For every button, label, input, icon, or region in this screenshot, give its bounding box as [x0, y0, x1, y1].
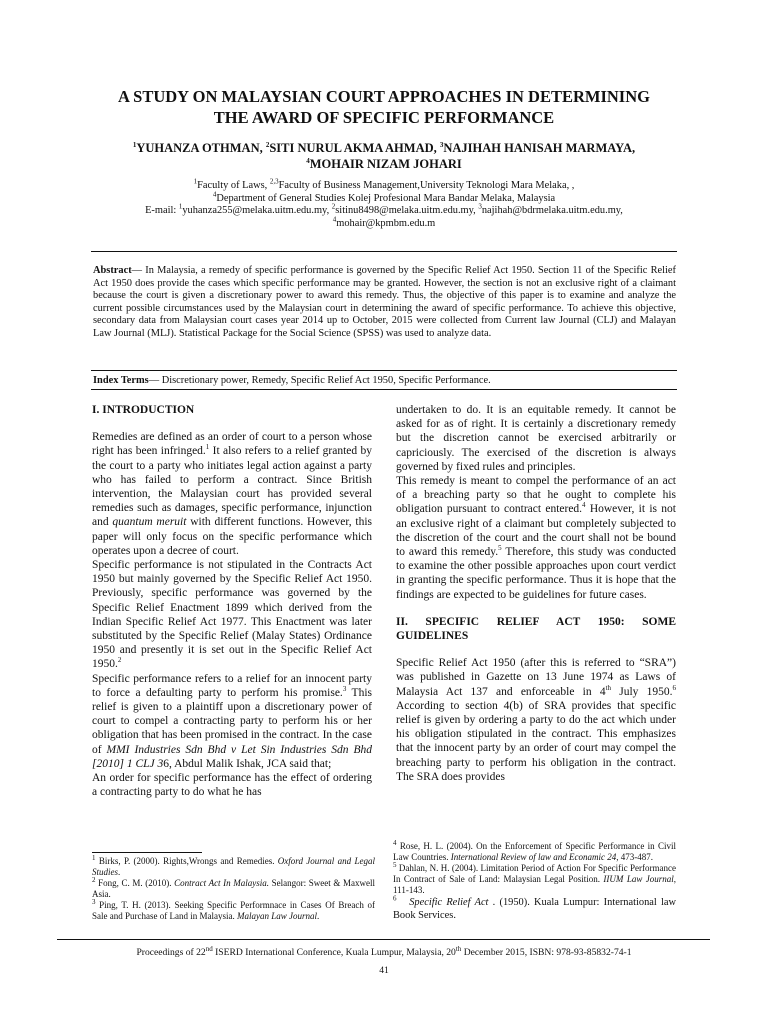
footer-divider [57, 939, 710, 940]
section-heading: II. SPECIFIC RELIEF ACT 1950: SOME GUIDELINES [396, 615, 676, 643]
paragraph: Remedies are defined as an order of court to a person whose right has been infringed.$^1$ It also refers to a relief granted by the court to a party who initiates legal action against a party who has failed to perform a contract. Since British intervention, the Malaysian court has provided several remedies such as damages, specific performance, injunction and quantum meruit with different functions. However, this paper will only focus on the specific performance which operates upon a decree of court. [92, 431, 373, 557]
paper-title: A STUDY ON MALAYSIAN COURT APPROACHES IN DETERMINING THE AWARD OF SPECIFIC PERFORMANCE [118, 87, 650, 127]
paragraph: An order for specific performance has the effect of ordering a contracting party to do what he has [92, 772, 372, 799]
index-terms: Index Terms— Discretionary power, Remedy, Specific Relief Act 1950, Specific Performance. [93, 375, 491, 386]
footnote: $^5$ Dahlan, N. H. (2004). Limitation Period of Action For Specific Performance In Contract of Sale of Land: Malaysian Legal Position. IIUM Law Journal, 111-143. [393, 861, 676, 895]
section-heading: I. INTRODUCTION [92, 404, 195, 416]
abstract: Abstract— In Malaysia, a remedy of specific performance is governed by the Specific Relief Act 1950. Section 11 of the Specific Relief Act 1950 does provide the cases which specific performance may be granted. However, the section is not an exclusive right of a claimant because the court is given a discretionary power to award this remedy. Thus, the objective of this paper is to examine and analyze the current possible circumstances used by the Malaysian court in determining the award of specific performance. To achieve this objective, secondary data from Malaysian court cases year 2014 up to October, 2015 were collected from Current law Journal (CLJ) and Malayan Law Journal (MLJ). Statistical Package for the Social Science (SPSS) was used to analyze data. [93, 265, 676, 339]
left-column [92, 403, 372, 799]
divider [91, 251, 677, 252]
conference-footer: Proceedings of 22nd ISERD International Conference, Kuala Lumpur, Malaysia, 20th December 2015, ISBN: 978-93-85832-74-1 [136, 944, 632, 958]
divider [91, 389, 677, 390]
footnote: $^4$ Rose, H. L. (2004). On the Enforcement of Specific Performance in Civil Law Countries. International Review of law and Econamic 24, 473-487. [393, 839, 676, 862]
author-name: SITI NURUL AKMA AHMAD, [269, 141, 440, 155]
footnote: $^2$ Fong, C. M. (2010). Contract Act In Malaysia. Selangor: Sweet & Maxwell Asia. [92, 876, 376, 899]
author-name: MOHAIR NIZAM JOHARI [309, 157, 462, 171]
email-link[interactable]: najihah@bdrmelaka.uitm.edu.my, [481, 205, 623, 217]
paragraph: Specific performance is not stipulated in the Contracts Act 1950 but mainly governed by the Specific Relief Act 1950. Previously, specific performance was governed by the Specific Relief Enactment 1899 which derived from the Indian Specific Relief Act 1977. This Enactment was later substituted by the Specific Relief (Malay States) Ordinance 1950 and presently it is set out in the Specific Relief Act 1950.$^2$ [92, 559, 372, 671]
author-list: $^1$YUHANZA OTHMAN, $^2$SITI NURUL AKMA AHMAD, $^3$NAJIHAH HANISAH MARMAYA, $^4$MOHAIR NIZAM JOHARI [132, 140, 636, 171]
author-name: YUHANZA OTHMAN, [136, 141, 266, 155]
affiliations: $^1$Faculty of Laws, $^{2,3}$Faculty of Business Management,University Teknologi Mara Melaka, , $^4$Department of General Studies Kolej Profesional Mara Bandar Melaka, Malaysia E-mail: $^1$yuhanza255@melaka.uitm.edu.my, $^2$sitinu8498@melaka.uitm.edu.my, $^3$najihah@bdrmelaka.uitm.edu.my, $^4$mohair@kpmbm.edu.m [145, 177, 623, 229]
footnote: $^6$ Specific Relief Act . (1950). Kuala Lumpur: International law Book Services. [393, 894, 676, 921]
email-link[interactable]: mohair@kpmbm.edu.m [336, 217, 436, 229]
page-number: 41 [379, 965, 389, 976]
divider [91, 370, 677, 371]
footnotes-left [92, 856, 375, 922]
paragraph: undertaken to do. It is an equitable remedy. It cannot be asked for as of right. It is certainly a discretionary remedy but the discretion cannot be exercised arbitrarily or capriciously. The exercised of the discretion is always governed by fixed rules and principles. [396, 404, 676, 473]
paragraph: This remedy is meant to compel the performance of an act of a breaching party so that he ought to complete his obligation pursuant to contract entered.$^4$ However, it is not an exclusive right of a claimant but completely subjected to the discretion of the court and the court shall not be bound to award this remedy.$^5$ Therefore, this study was conducted to examine the other possible approaches upon court verdict in granting the specific performance. Thus it is hope that the findings are expected to be guidelines for future cases. [396, 475, 677, 601]
author-name: NAJIHAH HANISAH MARMAYA, [443, 141, 636, 155]
email-link[interactable]: yuhanza255@melaka.uitm.edu.my, [182, 205, 332, 217]
footnote: $^3$ Ping, T. H. (2013). Seeking Specific Performnace in Cases Of Breach of Sale and Purchase of Land in Malaysia. Malayan Law Journal. [92, 898, 375, 921]
footnotes-right [393, 841, 676, 922]
paragraph: Specific Relief Act 1950 (after this is referred to “SRA”) was published in Gazette on 13 June 1974 as Laws of Malaysia Act 137 and enforceable in 4th July 1950.$^6$ According to section 4(b) of SRA provides that specific relief is given by ordering a party to do the act which under his obligation stipulated in the contract. This emphasizes that the innocent party by an order of court may compel the breaching party to perform his obligation in the contract. The SRA does provides [396, 657, 676, 783]
footnote: $^1$ Birks, P. (2000). Rights,Wrongs and Remedies. Oxford Journal and Legal Studies. [92, 854, 375, 877]
right-column [396, 403, 676, 784]
footnote-divider [92, 852, 202, 853]
paragraph: Specific performance refers to a relief for an innocent party to force a defaulting party to perform his promise.$^3$ This relief is given to a plaintiff upon a discretionary power of court to compel a contracting party to perform his or her obligation that has been promised in the contract. In the case of MMI Industries Sdn Bhd v Let Sin Industries Sdn Bhd [2010] 1 CLJ 36, Abdul Malik Ishak, JCA said that; [92, 672, 372, 770]
email-link[interactable]: sitinu8498@melaka.uitm.edu.my, [335, 205, 479, 217]
